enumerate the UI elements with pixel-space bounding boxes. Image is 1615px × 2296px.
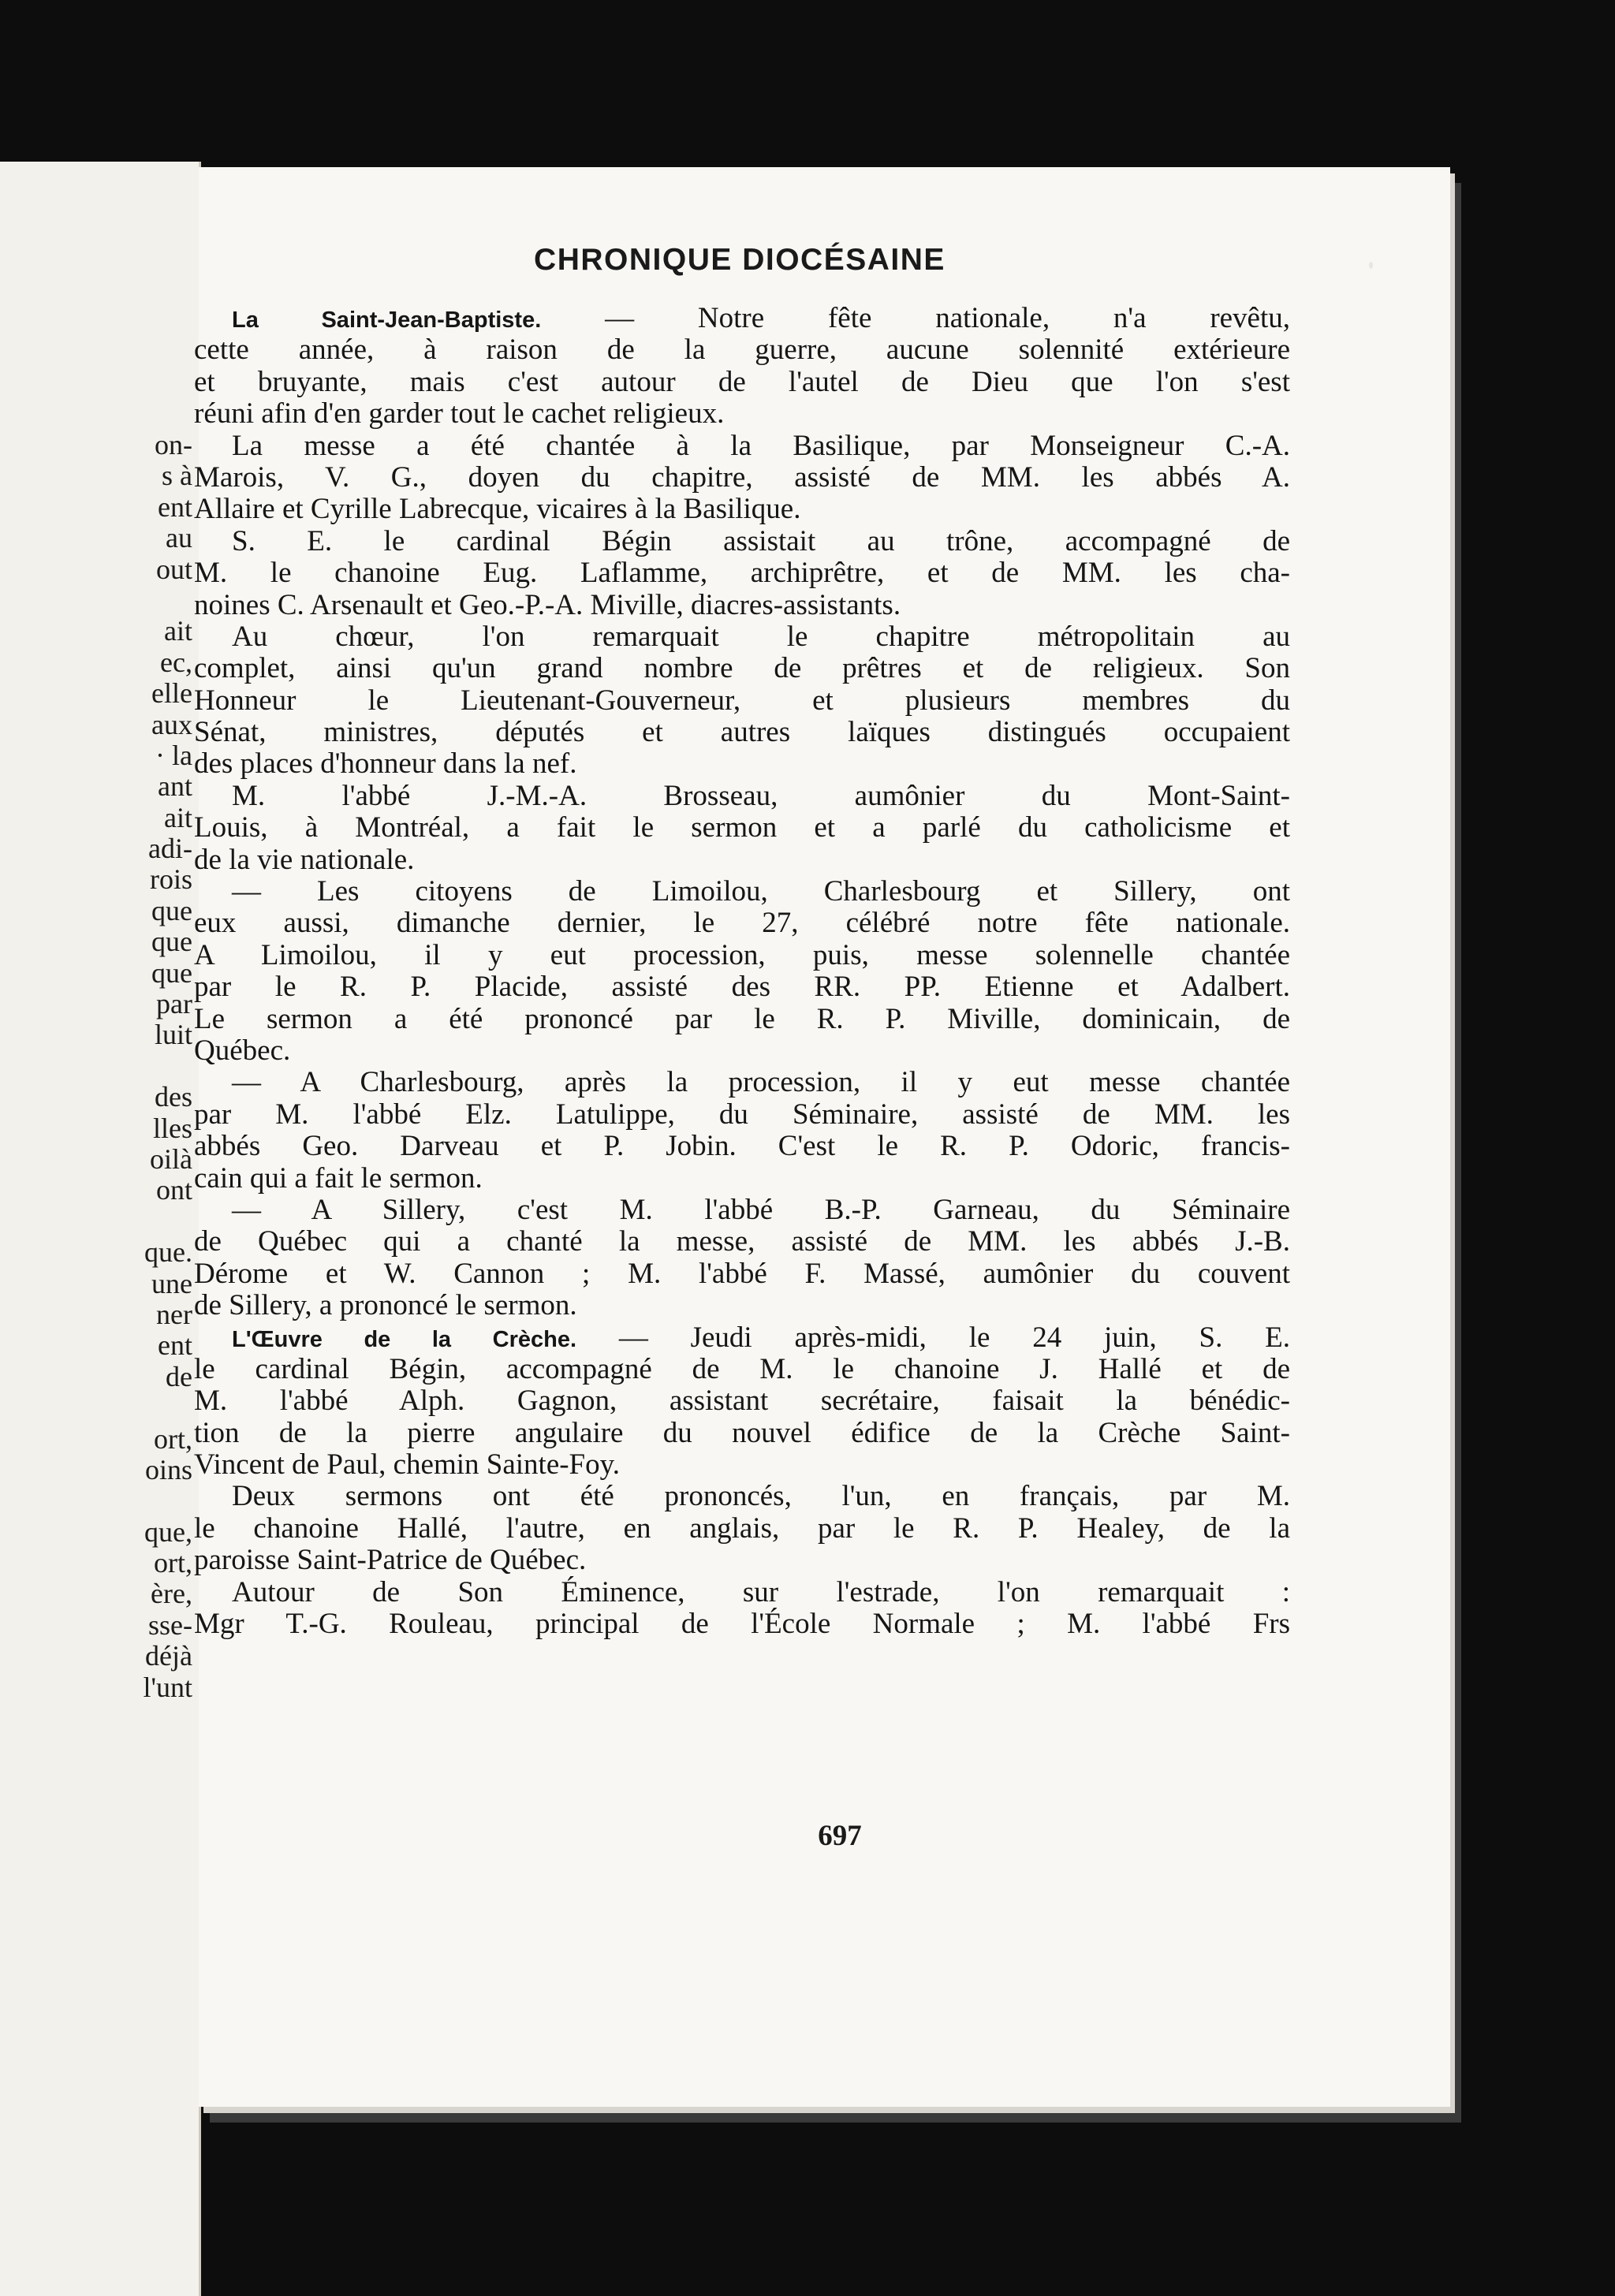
left-page-line: au (166, 522, 192, 554)
left-page-line: ec, (160, 646, 192, 678)
text-line: — A Sillery, c'est M. l'abbé B.-P. Garneau, du Séminaire (232, 1193, 1290, 1226)
text-line: par M. l'abbé Elz. Latulippe, du Séminaire, assisté de MM. les (194, 1098, 1290, 1131)
left-page-line: · la (155, 739, 192, 771)
left-page-line: ait (164, 801, 192, 833)
left-page-line: ant (158, 770, 192, 803)
left-page-line: adi- (148, 833, 192, 865)
left-page-line: ait (164, 615, 192, 647)
left-page-line: s à (162, 460, 192, 492)
article-body (194, 251, 1290, 1640)
left-page-line: luit (154, 1019, 192, 1051)
text-line: Le sermon a été prononcé par le R. P. Miville, dominicain, de (194, 1002, 1290, 1035)
left-page-line: ner (156, 1298, 192, 1330)
left-page-text (144, 430, 193, 1703)
left-page-line: sse- (148, 1608, 192, 1641)
text-line: par le R. P. Placide, assisté des RR. PP. Etienne et Adalbert. (194, 971, 1290, 1004)
text-line: complet, ainsi qu'un grand nombre de prêtres et de religieux. Son (194, 652, 1290, 685)
text-line: Dérome et W. Cannon ; M. l'abbé F. Massé, aumônier du couvent (194, 1257, 1290, 1290)
text-line: La Saint-Jean-Baptiste. — Notre fête nationale, n'a revêtu, (232, 302, 1291, 334)
left-page-line: ort, (154, 1422, 192, 1455)
left-page-line: de (166, 1360, 192, 1392)
text-line: paroisse Saint-Patrice de Québec. (194, 1544, 587, 1577)
left-page-line: oins (144, 1453, 192, 1485)
left-page-line: elle (151, 677, 192, 710)
left-page-line (144, 585, 193, 616)
left-page-line: que (151, 956, 192, 989)
text-line: cain qui a fait le sermon. (194, 1161, 483, 1195)
left-page-line: que. (144, 1236, 192, 1269)
left-page-line (144, 1206, 193, 1237)
left-page-line: par (156, 988, 192, 1020)
left-page-line: aux (151, 708, 192, 740)
page-title: CHRONIQUE DIOCÉSAINE (534, 243, 946, 277)
left-page-line (144, 1051, 193, 1082)
left-page-line: une (151, 1267, 192, 1299)
left-page-line: ère, (151, 1578, 192, 1610)
left-page-line: déjà (145, 1640, 192, 1672)
text-line: et bruyante, mais c'est autour de l'autel de Dieu que l'on s'est (194, 365, 1290, 398)
left-page-line: on- (155, 429, 192, 460)
text-line: réuni afin d'en garder tout le cachet religieux. (194, 397, 725, 430)
left-page-line: out (155, 553, 192, 585)
text-line: M. l'abbé J.-M.-A. Brosseau, aumônier du Mont-Saint- (232, 779, 1290, 812)
text-line: Québec. (194, 1034, 291, 1067)
text-line: cette année, à raison de la guerre, aucune solennité extérieure (194, 334, 1290, 367)
left-page-line: lles (153, 1112, 192, 1144)
left-page-line: ort, (154, 1547, 192, 1579)
left-page-line: que (151, 926, 192, 958)
text-line: Vincent de Paul, chemin Sainte-Foy. (194, 1448, 620, 1482)
text-line: Mgr T.-G. Rouleau, principal de l'École Normale ; M. l'abbé Frs (194, 1608, 1290, 1641)
section-heading: La Saint-Jean-Baptiste. (232, 308, 542, 333)
text-line: S. E. le cardinal Bégin assistait au trône, accompagné de (232, 524, 1290, 557)
text-line: A Limoilou, il y eut procession, puis, messe solennelle chantée (194, 938, 1290, 971)
text-line: des places d'honneur dans la nef. (194, 747, 577, 781)
text-line: le cardinal Bégin, accompagné de M. le chanoine J. Hallé et de (194, 1352, 1290, 1385)
text-line: de Québec qui a chanté la messe, assisté de MM. les abbés J.-B. (194, 1225, 1290, 1258)
text-line: — A Charlesbourg, après la procession, il y eut messe chantée (232, 1066, 1290, 1099)
text-line: Marois, V. G., doyen du chapitre, assisté de MM. les abbés A. (194, 460, 1290, 494)
section-heading: L'Œuvre de la Crèche. (232, 1326, 577, 1352)
left-page-line: des (155, 1081, 192, 1113)
text-line: Autour de Son Éminence, sur l'estrade, l'on remarquait : (232, 1575, 1290, 1608)
left-page-line (144, 1392, 193, 1423)
dust-speck (1369, 262, 1373, 269)
text-line: M. le chanoine Eug. Laflamme, archiprêtre, et de MM. les cha- (194, 557, 1290, 590)
text-line: le chanoine Hallé, l'autre, en anglais, par le R. P. Healey, de la (194, 1511, 1290, 1545)
text-line: tion de la pierre angulaire du nouvel édifice de la Crèche Saint- (194, 1416, 1290, 1449)
text-line: eux aussi, dimanche dernier, le 27, célébré notre fête nationale. (194, 907, 1290, 940)
left-page-line: ent (158, 490, 192, 523)
text-line: L'Œuvre de la Crèche. — Jeudi après-midi, le 24 juin, S. E. (232, 1321, 1290, 1354)
text-line: — Les citoyens de Limoilou, Charlesbourg et Sillery, ont (232, 875, 1290, 908)
left-page-line: rois (150, 863, 192, 896)
left-page-line: ent (158, 1329, 192, 1362)
text-line: Au chœur, l'on remarquait le chapitre métropolitain au (232, 620, 1290, 653)
text-line: de la vie nationale. (194, 843, 415, 876)
page-number: 697 (818, 1820, 862, 1852)
left-page-line: oilà (150, 1142, 192, 1175)
text-line: abbés Geo. Darveau et P. Jobin. C'est le R. P. Odoric, francis- (194, 1130, 1290, 1163)
text-line: La messe a été chantée à la Basilique, par Monseigneur C.-A. (232, 429, 1290, 462)
text-line: Allaire et Cyrille Labrecque, vicaires à la Basilique. (194, 493, 801, 526)
left-page-line: ont (155, 1174, 192, 1206)
text-line: Louis, à Montréal, a fait le sermon et a parlé du catholicisme et (194, 811, 1290, 844)
left-page-line: l'unt (143, 1671, 192, 1703)
text-line: Deux sermons ont été prononcés, l'un, en français, par M. (232, 1480, 1290, 1513)
text-line: de Sillery, a prononcé le sermon. (194, 1289, 577, 1322)
text-line: Honneur le Lieutenant-Gouverneur, et plusieurs membres du (194, 684, 1290, 717)
left-page-line: que (151, 894, 192, 926)
text-line: noines C. Arsenault et Geo.-P.-A. Miville, diacres-assistants. (194, 588, 901, 621)
left-page-line (144, 1485, 193, 1516)
text-line: Sénat, ministres, députés et autres laïques distingués occupaient (194, 716, 1290, 749)
left-page-edge (0, 162, 201, 2296)
text-line: M. l'abbé Alph. Gagnon, assistant secrétaire, faisait la bénédic- (194, 1385, 1290, 1418)
left-page-line: que, (144, 1515, 192, 1548)
